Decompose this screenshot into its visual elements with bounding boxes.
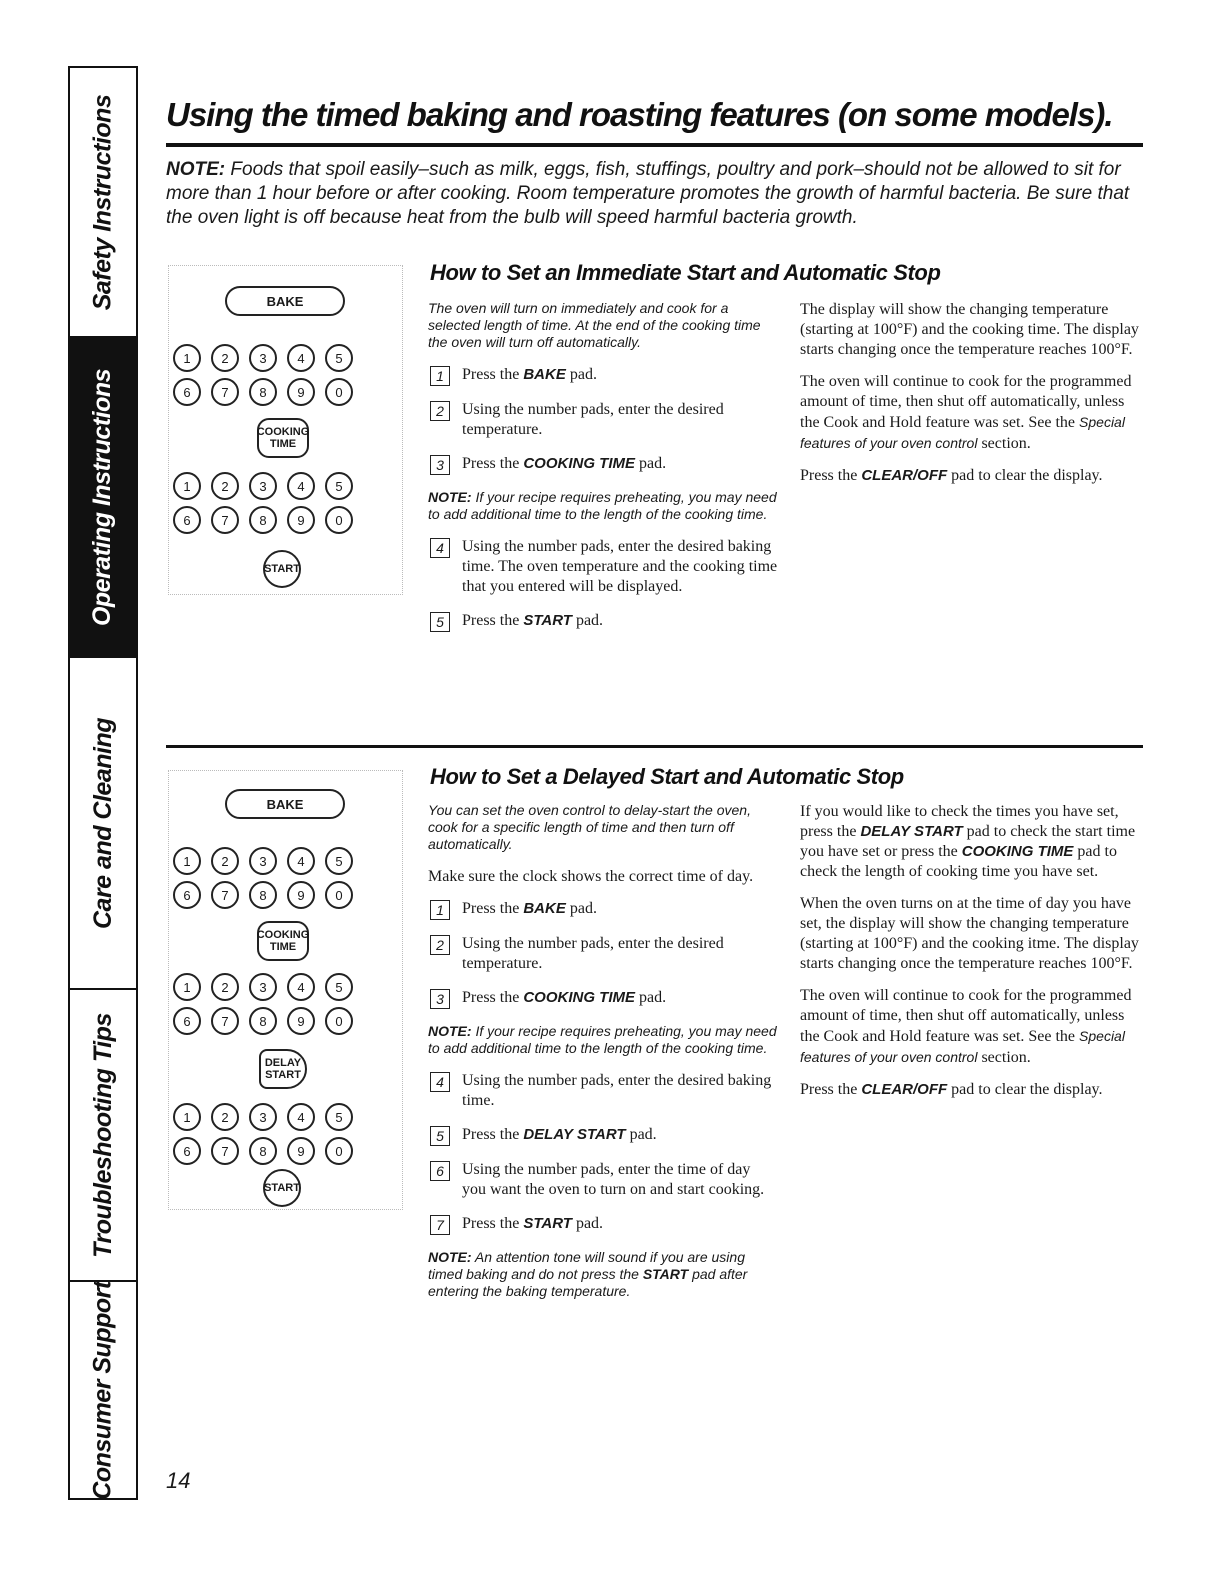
text-part: Press the xyxy=(800,1081,862,1098)
step-text xyxy=(462,1214,778,1235)
text-part: pad to check the start time you have set or press the xyxy=(800,823,1136,860)
note-text: If your recipe requires preheating, you may need to add additional time to the length of the cooking time. xyxy=(428,489,777,522)
step-number: 3 xyxy=(430,989,450,1009)
number-key: 6 xyxy=(173,378,201,406)
step-text-part: Press the xyxy=(462,1215,524,1232)
tab-operating-instructions[interactable] xyxy=(70,338,136,658)
step-text-part: Press the xyxy=(462,1126,524,1143)
delayed-steps-column xyxy=(428,802,778,1314)
keyword: COOKING TIME xyxy=(961,843,1074,860)
text-part: The oven will continue to cook for the programmed amount of time, then shut off automatically, unless the Cook and Hold feature was set. See the xyxy=(800,987,1132,1045)
step-text-part: pad. xyxy=(565,366,597,383)
start-pad: START xyxy=(263,550,301,588)
number-pad-row xyxy=(173,847,363,875)
keyword: COOKING TIME xyxy=(523,455,635,472)
number-key: 6 xyxy=(173,506,201,534)
info-paragraph xyxy=(800,1080,1140,1100)
tab-care-and-cleaning[interactable] xyxy=(70,658,136,990)
number-key: 4 xyxy=(287,472,315,500)
preheat-note xyxy=(428,489,778,523)
note-text: If your recipe requires preheating, you may need to add additional time to the length of the cooking time. xyxy=(428,1023,777,1056)
number-key: 1 xyxy=(173,973,201,1001)
number-key: 2 xyxy=(211,344,239,372)
step-item xyxy=(428,934,778,974)
text-part: section. xyxy=(977,1049,1031,1066)
step-text xyxy=(462,365,778,386)
bake-pad: BAKE xyxy=(225,789,345,819)
note-text: pad after entering the baking temperature. xyxy=(428,1266,748,1299)
number-pad-row xyxy=(173,1103,363,1131)
section-divider xyxy=(166,745,1143,748)
text-part: If you would like to check the times you have set, press the xyxy=(800,803,1119,840)
keyword: CLEAR/OFF xyxy=(861,467,948,484)
number-pad-row xyxy=(173,506,363,534)
step-item xyxy=(428,988,778,1009)
keyword: CLEAR/OFF xyxy=(861,1081,948,1098)
food-safety-note xyxy=(166,158,1136,230)
step-text-part: Press the xyxy=(462,366,524,383)
section-heading-delayed: How to Set a Delayed Start and Automatic Stop xyxy=(430,764,904,789)
number-key: 8 xyxy=(249,1137,277,1165)
number-pad-row xyxy=(173,344,363,372)
number-pad-row xyxy=(173,973,363,1001)
keyword: DELAY START xyxy=(523,1126,626,1143)
number-pad-row xyxy=(173,1137,363,1165)
number-key: 3 xyxy=(249,847,277,875)
immediate-steps-column xyxy=(428,300,778,646)
step-text: Using the number pads, enter the desired temperature. xyxy=(462,935,724,972)
number-key: 0 xyxy=(325,1007,353,1035)
step-text-part: Press the xyxy=(462,989,524,1006)
step-item xyxy=(428,365,778,386)
reference-text: Special features of your oven control xyxy=(800,1028,1125,1065)
number-pad-row xyxy=(173,378,363,406)
step-text: Using the number pads, enter the desired temperature. xyxy=(462,401,724,438)
reference-text: Special features of your oven control xyxy=(800,414,1125,451)
number-key: 5 xyxy=(325,847,353,875)
step-text-part: pad. xyxy=(625,1126,657,1143)
number-key: 7 xyxy=(211,378,239,406)
step-number: 6 xyxy=(430,1161,450,1181)
pad-label: COOKING xyxy=(256,426,310,438)
info-paragraph xyxy=(800,986,1140,1068)
preheat-note xyxy=(428,1023,778,1057)
number-key: 2 xyxy=(211,472,239,500)
keyword: START xyxy=(642,1266,689,1282)
step-text: Using the number pads, enter the desired baking time. xyxy=(462,1072,772,1109)
step-text xyxy=(462,1125,778,1146)
keypad-illustration-delayed xyxy=(168,770,403,1210)
cooking-time-pad xyxy=(257,921,309,961)
number-key: 1 xyxy=(173,847,201,875)
page-number: 14 xyxy=(166,1468,191,1493)
note-text: An attention tone will sound if you are using timed baking and do not press the xyxy=(428,1249,745,1282)
number-key: 0 xyxy=(325,378,353,406)
step-number: 1 xyxy=(430,366,450,386)
step-text: Using the number pads, enter the time of day you want the oven to turn on and start cooking. xyxy=(462,1161,765,1198)
step-number: 4 xyxy=(430,538,450,558)
number-key: 3 xyxy=(249,1103,277,1131)
note-label: NOTE: xyxy=(428,1249,472,1265)
number-key: 3 xyxy=(249,472,277,500)
clock-paragraph: Make sure the clock shows the correct time of day. xyxy=(428,868,754,885)
step-number: 1 xyxy=(430,900,450,920)
number-key: 1 xyxy=(173,1103,201,1131)
number-key: 8 xyxy=(249,506,277,534)
tab-label: Consumer Support xyxy=(88,1280,117,1500)
text-part: section. xyxy=(977,435,1031,452)
number-key: 1 xyxy=(173,472,201,500)
number-key: 9 xyxy=(287,378,315,406)
info-paragraph xyxy=(800,372,1140,454)
tab-consumer-support[interactable] xyxy=(70,1282,136,1498)
note-text: Foods that spoil easily–such as milk, eggs, fish, stuffings, poultry and pork–should not be allowed to sit for more than 1 hour before or after cooking. Room temperature promotes the growth of harmful bacteria. Be sure that the oven light is off because heat from the bulb will speed harmful bacteria growth. xyxy=(166,159,1130,228)
keyword: BAKE xyxy=(523,900,566,917)
side-tab-bar xyxy=(68,66,138,1500)
number-key: 7 xyxy=(211,506,239,534)
number-key: 3 xyxy=(249,973,277,1001)
immediate-info-column xyxy=(800,300,1140,498)
number-pad-row xyxy=(173,881,363,909)
number-pad-row xyxy=(173,1007,363,1035)
step-number: 2 xyxy=(430,935,450,955)
step-text-part: pad. xyxy=(565,900,597,917)
number-key: 5 xyxy=(325,1103,353,1131)
step-item xyxy=(428,899,778,920)
number-key: 9 xyxy=(287,1137,315,1165)
number-pad-row xyxy=(173,472,363,500)
number-key: 2 xyxy=(211,973,239,1001)
section-intro: You can set the oven control to delay-start the oven, cook for a specific length of time and then turn off automatically. xyxy=(428,802,751,852)
step-text-part: Press the xyxy=(462,900,524,917)
keyword: BAKE xyxy=(523,366,566,383)
title-rule xyxy=(166,143,1143,147)
number-key: 2 xyxy=(211,847,239,875)
step-item xyxy=(428,400,778,440)
step-text-part: pad. xyxy=(635,989,667,1006)
tab-label: Operating Instructions xyxy=(88,368,117,626)
start-pad: START xyxy=(263,1169,301,1207)
step-item xyxy=(428,537,778,597)
number-key: 7 xyxy=(211,881,239,909)
number-key: 5 xyxy=(325,472,353,500)
number-key: 8 xyxy=(249,881,277,909)
number-key: 9 xyxy=(287,1007,315,1035)
number-key: 5 xyxy=(325,344,353,372)
keypad-illustration-immediate xyxy=(168,265,403,595)
step-text xyxy=(462,454,778,475)
keyword: DELAY START xyxy=(860,823,963,840)
step-number: 4 xyxy=(430,1072,450,1092)
pad-label: DELAY xyxy=(264,1057,302,1069)
attention-tone-note xyxy=(428,1249,778,1300)
info-paragraph: When the oven turns on at the time of day you have set, the display will show the changing temperature (starting at 100°F) and the cooking itme. The display starts changing once the temperature reaches 100°F. xyxy=(800,895,1139,972)
number-key: 4 xyxy=(287,847,315,875)
number-key: 5 xyxy=(325,973,353,1001)
text-part: pad to clear the display. xyxy=(947,467,1103,484)
note-label: NOTE: xyxy=(428,1023,472,1039)
step-item xyxy=(428,454,778,475)
step-text xyxy=(462,988,778,1009)
bake-pad: BAKE xyxy=(225,286,345,316)
note-label: NOTE: xyxy=(166,159,226,180)
keyword: COOKING TIME xyxy=(523,989,635,1006)
number-key: 2 xyxy=(211,1103,239,1131)
step-number: 7 xyxy=(430,1215,450,1235)
number-key: 3 xyxy=(249,344,277,372)
number-key: 4 xyxy=(287,973,315,1001)
step-item xyxy=(428,1214,778,1235)
page-title: Using the timed baking and roasting features (on some models). xyxy=(166,96,1113,133)
number-key: 0 xyxy=(325,1137,353,1165)
text-part: pad to check the length of cooking time you have set. xyxy=(800,843,1117,880)
info-paragraph: The display will show the changing temperature (starting at 100°F) and the cooking time. The display starts changing once the temperature reaches 100°F. xyxy=(800,301,1139,358)
text-part: The oven will continue to cook for the programmed amount of time, then shut off automatically, unless the Cook and Hold feature was set. See the xyxy=(800,373,1132,431)
step-text-part: Press the xyxy=(462,612,524,629)
step-number: 5 xyxy=(430,1126,450,1146)
info-paragraph xyxy=(800,466,1140,486)
number-key: 7 xyxy=(211,1007,239,1035)
step-item xyxy=(428,611,778,632)
number-key: 9 xyxy=(287,881,315,909)
tab-safety-instructions[interactable] xyxy=(70,68,136,338)
keyword: START xyxy=(523,1215,572,1232)
pad-label: TIME xyxy=(269,438,297,450)
pad-label: TIME xyxy=(269,941,297,953)
number-key: 9 xyxy=(287,506,315,534)
step-text-part: pad. xyxy=(571,612,604,629)
tab-label: Troubleshooting Tips xyxy=(88,1012,117,1258)
tab-label: Care and Cleaning xyxy=(88,717,117,929)
note-label: NOTE: xyxy=(428,489,472,505)
delayed-info-column xyxy=(800,802,1140,1112)
tab-label: Safety Instructions xyxy=(88,94,117,310)
keyword: START xyxy=(523,612,572,629)
number-key: 6 xyxy=(173,1007,201,1035)
number-key: 6 xyxy=(173,881,201,909)
number-key: 0 xyxy=(325,506,353,534)
number-key: 4 xyxy=(287,1103,315,1131)
step-number: 2 xyxy=(430,401,450,421)
step-item xyxy=(428,1125,778,1146)
text-part: pad to clear the display. xyxy=(947,1081,1103,1098)
cooking-time-pad xyxy=(257,418,309,458)
pad-label: START xyxy=(265,1069,301,1081)
step-text xyxy=(462,611,778,632)
section-intro: The oven will turn on immediately and cook for a selected length of time. At the end of the cooking time the oven will turn off automatically. xyxy=(428,300,761,350)
pad-label: COOKING xyxy=(256,929,310,941)
step-item xyxy=(428,1160,778,1200)
step-text xyxy=(462,899,778,920)
step-text: Using the number pads, enter the desired baking time. The oven temperature and the cooking time that you entered will be displayed. xyxy=(462,538,778,595)
number-key: 8 xyxy=(249,1007,277,1035)
number-key: 6 xyxy=(173,1137,201,1165)
text-part: Press the xyxy=(800,467,862,484)
number-key: 4 xyxy=(287,344,315,372)
step-number: 5 xyxy=(430,612,450,632)
number-key: 1 xyxy=(173,344,201,372)
tab-troubleshooting-tips[interactable] xyxy=(70,990,136,1282)
delay-start-pad xyxy=(259,1049,307,1089)
number-key: 0 xyxy=(325,881,353,909)
number-key: 7 xyxy=(211,1137,239,1165)
section-heading-immediate: How to Set an Immediate Start and Automatic Stop xyxy=(430,260,941,285)
step-number: 3 xyxy=(430,455,450,475)
step-item xyxy=(428,1071,778,1111)
info-paragraph xyxy=(800,802,1140,882)
step-text-part: pad. xyxy=(635,455,667,472)
step-text-part: Press the xyxy=(462,455,524,472)
step-text-part: pad. xyxy=(571,1215,604,1232)
number-key: 8 xyxy=(249,378,277,406)
